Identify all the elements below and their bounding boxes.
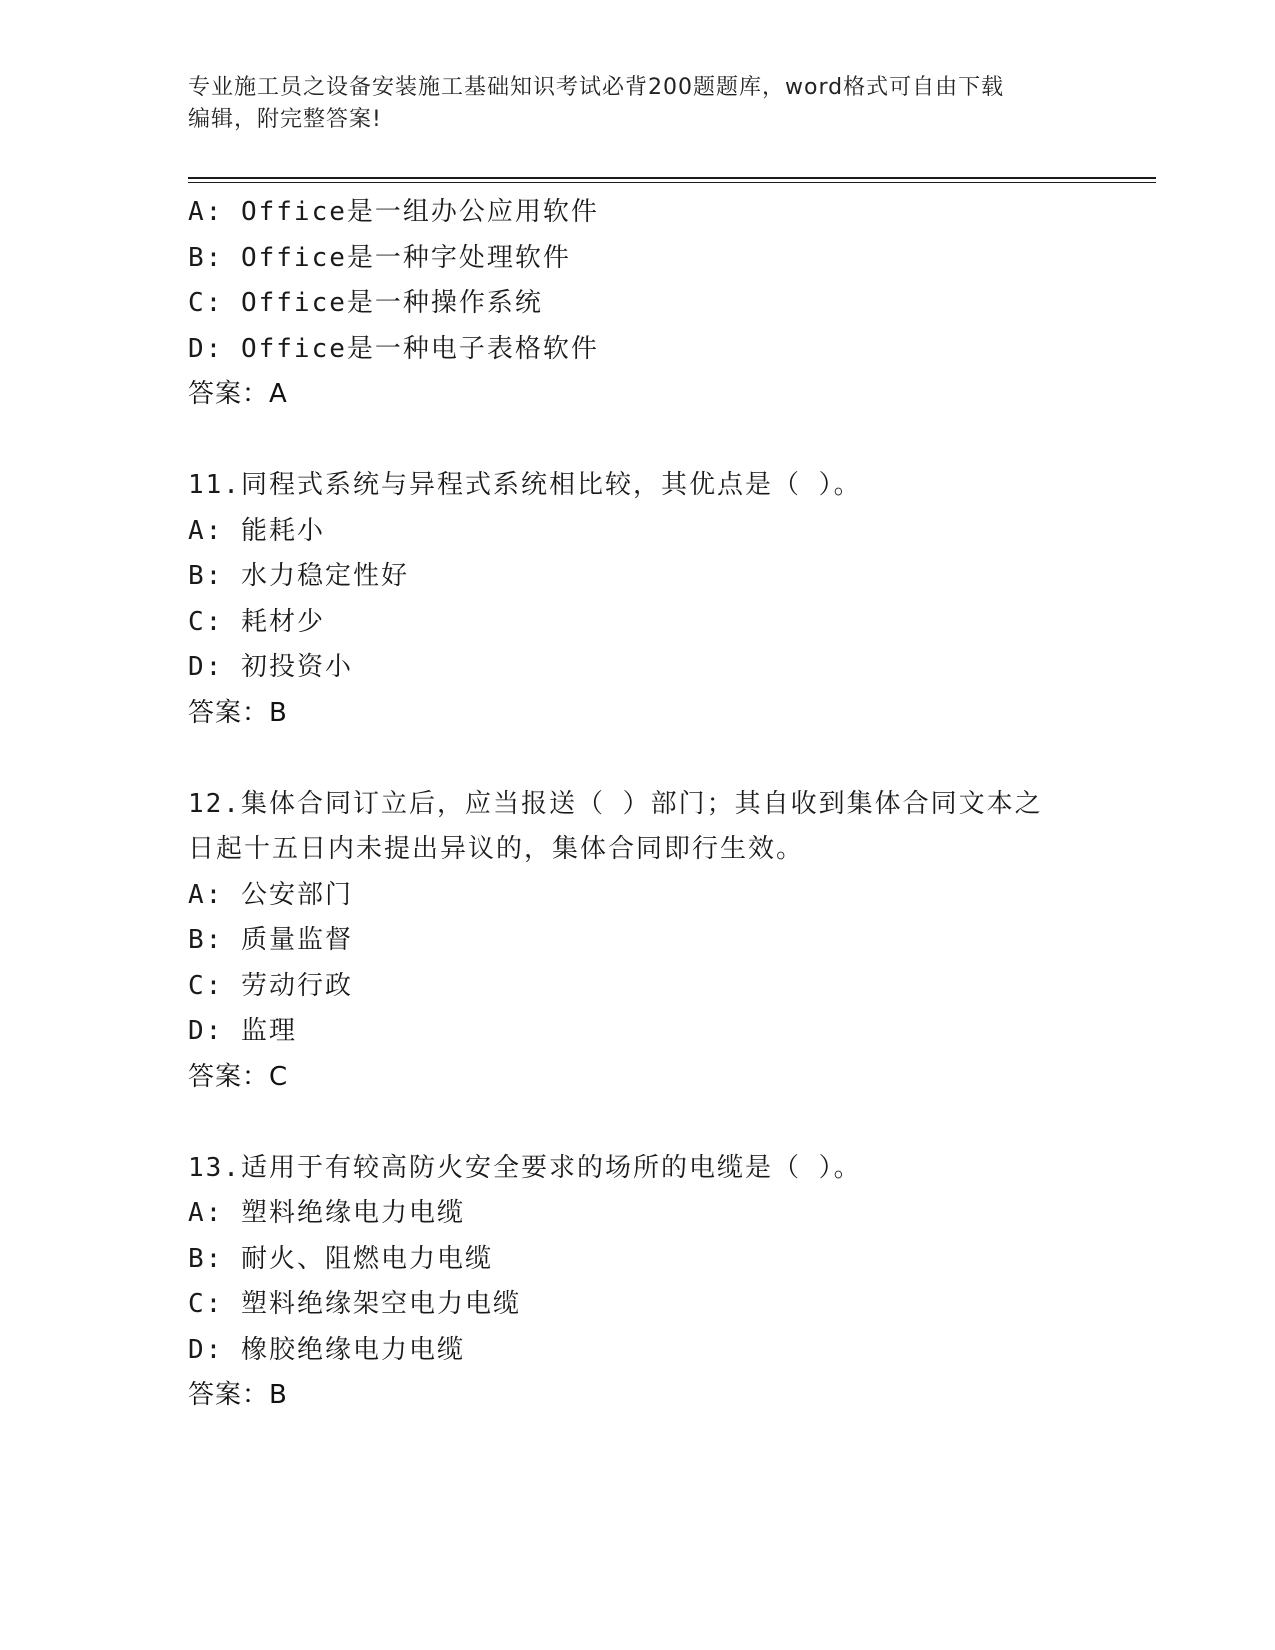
header-divider-thick — [188, 177, 1156, 179]
header-divider-thin — [188, 182, 1156, 183]
q12-stem-line-1: 12.集体合同订立后，应当报送（ ）部门；其自收到集体合同文本之 — [188, 788, 1043, 819]
q11-option-b: B: 水力稳定性好 — [188, 561, 409, 591]
q13-stem: 13.适用于有较高防火安全要求的场所的电缆是（ ）。 — [188, 1152, 862, 1183]
q12-option-a: A: 公安部门 — [188, 879, 353, 910]
q11-option-c: C: 耗材少 — [188, 606, 325, 637]
question-11 — [188, 463, 1088, 736]
question-10 — [188, 190, 1088, 418]
spacer — [188, 1100, 1088, 1146]
q10-option-a: A: Office是一组办公应用软件 — [188, 197, 599, 227]
header-title-line-2: 编辑，附完整答案! — [188, 107, 382, 132]
document-header — [188, 72, 1068, 136]
spacer — [188, 736, 1088, 782]
q12-stem-line-2: 日起十五日内未提出异议的，集体合同即行生效。 — [188, 834, 805, 864]
q13-option-d: D: 橡胶绝缘电力电缆 — [188, 1334, 465, 1365]
q12-option-c: C: 劳动行政 — [188, 970, 353, 1001]
header-title-line-1: 专业施工员之设备安装施工基础知识考试必背200题题库，word格式可自由下载 — [188, 75, 1005, 100]
q13-option-b: B: 耐火、阻燃电力电缆 — [188, 1243, 493, 1274]
q11-option-a: A: 能耗小 — [188, 515, 325, 546]
q10-answer: 答案：A — [188, 379, 288, 409]
question-12 — [188, 782, 1088, 1101]
q11-option-d: D: 初投资小 — [188, 652, 353, 682]
q11-answer: 答案：B — [188, 697, 288, 728]
q13-answer: 答案：B — [188, 1380, 288, 1410]
question-list — [188, 190, 1088, 1419]
q12-option-d: D: 监理 — [188, 1016, 297, 1046]
q13-option-a: A: 塑料绝缘电力电缆 — [188, 1198, 465, 1228]
q10-option-d: D: Office是一种电子表格软件 — [188, 333, 599, 364]
q10-option-c: C: Office是一种操作系统 — [188, 288, 543, 318]
q13-option-c: C: 塑料绝缘架空电力电缆 — [188, 1289, 521, 1319]
spacer — [188, 418, 1088, 464]
q11-stem: 11.同程式系统与异程式系统相比较，其优点是（ ）。 — [188, 470, 862, 500]
q12-option-b: B: 质量监督 — [188, 925, 353, 955]
q10-option-b: B: Office是一种字处理软件 — [188, 242, 571, 273]
question-13 — [188, 1146, 1088, 1419]
q12-answer: 答案：C — [188, 1061, 289, 1092]
